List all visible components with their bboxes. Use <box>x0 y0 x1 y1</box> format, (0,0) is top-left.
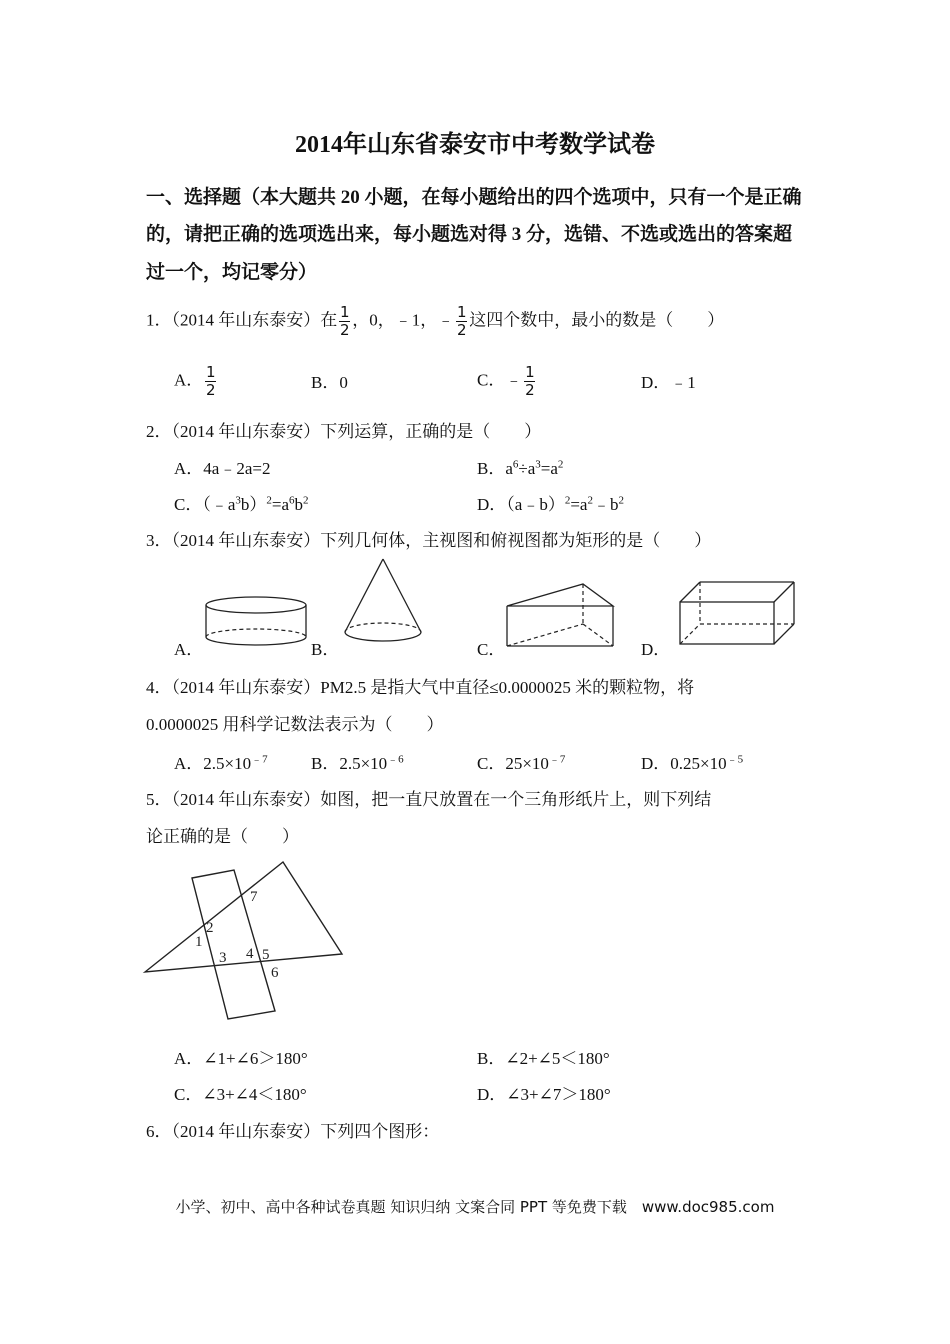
q2-option-a: A．4a﹣2a=2 <box>174 459 271 478</box>
angle-label-4: 4 <box>246 946 254 962</box>
question-4-line1: 4．（2014 年山东泰安）PM2.5 是指大气中直径≤0.0000025 米的颗粒物，将 <box>146 678 695 697</box>
ruler-triangle-figure <box>140 856 350 1026</box>
triangular-prism-figure <box>503 580 617 650</box>
question-6: 6．（2014 年山东泰安）下列四个图形： <box>146 1122 440 1141</box>
q2-option-d: D．$(a﹣b)^2=a^2﹣b^2$ <box>477 494 624 514</box>
q1-option-a: A． $\frac{1}{2}$ <box>174 363 216 399</box>
page-footer: 小学、初中、高中各种试卷真题 知识归纳 文案合同 PPT 等免费下载 www.doc985.com <box>175 1198 775 1216</box>
question-3: 3．（2014 年山东泰安）下列几何体，主视图和俯视图都为矩形的是（ ） <box>146 531 712 550</box>
question-2: 2．（2014 年山东泰安）下列运算，正确的是（ ） <box>146 422 542 441</box>
cuboid-figure <box>676 578 798 648</box>
q5-option-c: C．∠3+∠4＜180° <box>174 1085 307 1104</box>
q3-option-c-label: C． <box>477 640 506 659</box>
q5-option-d: D．∠3+∠7＞180° <box>477 1085 611 1104</box>
q4-option-c: C．$25\times 10^{﹣7}$ <box>477 753 566 773</box>
section-heading-line1: 一、选择题（本大题共 20 小题，在每小题给出的四个选项中，只有一个是正确 <box>146 187 802 208</box>
question-4-line2: 0.0000025 用科学记数法表示为（ ） <box>146 715 444 734</box>
section-heading-line3: 过一个，均记零分） <box>146 262 318 283</box>
page-title: 2014年山东省泰安市中考数学试卷 <box>295 132 655 158</box>
section-heading-line2: 的，请把正确的选项选出来，每小题选对得 3 分，选错、不选或选出的答案超 <box>146 224 793 245</box>
angle-label-2: 2 <box>206 920 214 936</box>
q5-option-a: A．∠1+∠6＞180° <box>174 1049 308 1068</box>
q3-option-b-label: B． <box>311 640 340 659</box>
question-5-line2: 论正确的是（ ） <box>146 827 299 846</box>
q4-option-a: A．$2.5\times 10^{﹣7}$ <box>174 753 268 773</box>
q1-option-d: D．﹣1 <box>641 373 696 392</box>
angle-label-7: 7 <box>250 889 258 905</box>
question-5-line1: 5．（2014 年山东泰安）如图，把一直尺放置在一个三角形纸片上，则下列结 <box>146 790 712 809</box>
question-1-mid: ，0，﹣1，﹣ <box>352 310 455 330</box>
q4-option-d: D．$0.25\times 10^{﹣5}$ <box>641 753 744 773</box>
q3-option-a-label: A． <box>174 640 204 659</box>
q1-option-b: B．0 <box>311 373 348 392</box>
fraction-one-half: $\frac{1}{2}$ <box>339 303 350 339</box>
q2-option-b: B．$a^6\div a^3=a^2$ <box>477 458 564 478</box>
angle-label-5: 5 <box>262 947 270 963</box>
question-1-suffix: 这四个数中，最小的数是（ ） <box>469 310 725 330</box>
angle-label-3: 3 <box>219 950 227 966</box>
q2-option-c: C．$(﹣a^3b)^2=a^6b^2$ <box>174 494 309 514</box>
fraction-one-half-negative: $\frac{1}{2}$ <box>456 303 467 339</box>
question-1-prefix: 1．（2014 年山东泰安）在 <box>146 310 338 330</box>
q4-option-b: B．$2.5\times 10^{﹣6}$ <box>311 753 404 773</box>
cone-figure <box>341 556 425 646</box>
angle-label-1: 1 <box>195 934 203 950</box>
angle-label-6: 6 <box>271 965 279 981</box>
question-1 <box>146 304 724 339</box>
cylinder-figure <box>203 595 309 649</box>
q3-option-d-label: D． <box>641 640 671 659</box>
q5-option-b: B．∠2+∠5＜180° <box>477 1049 610 1068</box>
q1-option-c: C．﹣ $\frac{1}{2}$ <box>477 363 535 399</box>
